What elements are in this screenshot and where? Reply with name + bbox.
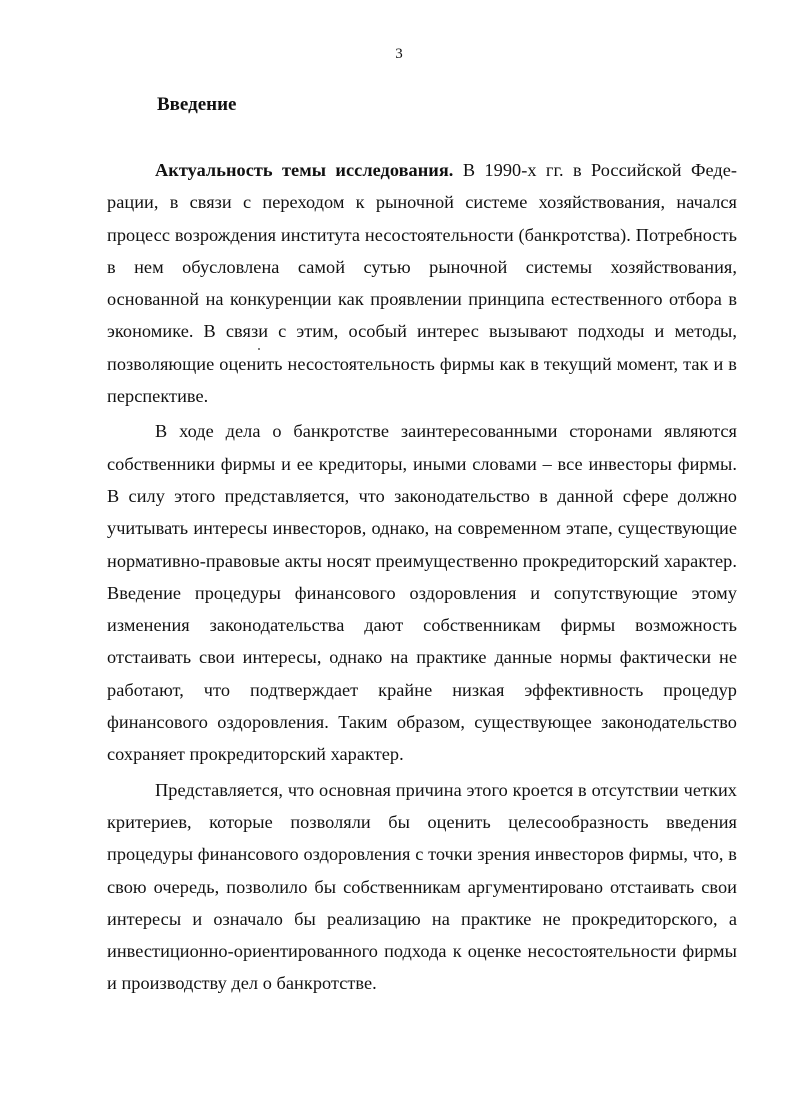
paragraph-bankruptcy-parties — [107, 415, 737, 770]
paragraph-lead: Актуальность темы исследования. — [155, 160, 454, 180]
section-heading: Введение — [157, 94, 237, 115]
scan-speck — [258, 348, 260, 350]
paragraph-relevance — [107, 154, 737, 412]
page-number: 3 — [395, 46, 403, 62]
paragraph-text: Представляется, что основная причина этого кроется в отсутствии четких критериев, которые позволяли бы оценить целесообразность введения процедуры финансового оздоровления с точки зрения инвесторов фирмы, что, в свою очередь, позволило бы собственникам аргументировано отстаивать свои интересы и означало бы реализацию на практике не прокредиторского, а инвестиционно-ориентированного подхода к оценке несостоятельности фирмы и производству дел о банкротстве. — [107, 779, 737, 994]
paragraph-text: В ходе дела о банкротстве заинтересованными сторонами являются собственники фирмы и ее кредиторы, иными словами – все инвесторы фирмы. В силу этого представляется, что законодательство в данной сфере должно учитывать интересы инвесторов, однако, на современном этапе, существующие нормативно-правовые акты носят преимущественно прокредиторский характер. Введение процедуры финансового оздоровления и сопутствующие этому изменения законодательства дают собственникам фирмы возможность отстаивать свои интересы, однако на практике данные нормы фактически не работают, что подтверждает крайне низкая эффективность процедур финансового оздоровления. Таким образом, существующее законодательство сохраняет прокредиторский характер. — [107, 421, 737, 765]
body-text — [107, 154, 737, 1000]
paragraph-text: В 1990-х гг. в Российской Федерации, в связи с переходом к рыночной системе хозяйствования, начался процесс возрождения института несостоятельности (банкротства). Потребность в нем обусловлена самой сутью рыночной системы хозяйствования, основанной на конкуренции как проявлении принципа естественного отбора в экономике. В связи с этим, особый интерес вызывают подходы и методы, позволяющие оценить несостоятельность фирмы как в текущий момент, так и в перспективе. — [107, 160, 737, 407]
paragraph-main-reason — [107, 774, 737, 1000]
